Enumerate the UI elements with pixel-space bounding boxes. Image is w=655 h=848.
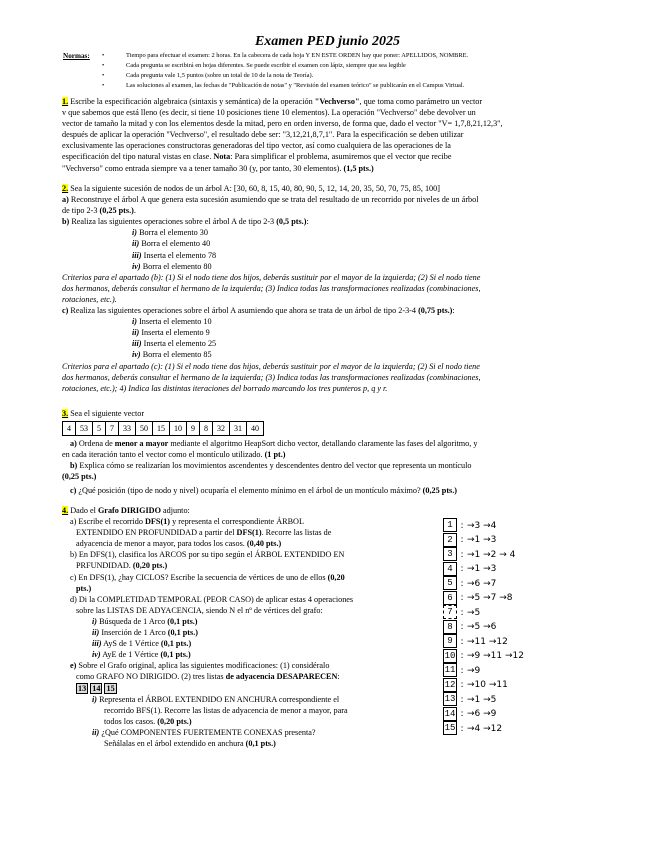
colon: : (460, 680, 464, 690)
q4-emph: Grafo DIRIGIDO (97, 506, 161, 515)
removed-node (90, 683, 102, 694)
q1-points: (1,5 pts.) (343, 163, 374, 173)
q4-text: c) En DFS(1), ¿hay CICLOS? Escribe la secuencia de vértices de uno de ellos (70, 572, 328, 582)
q2-line (62, 183, 585, 194)
colon: : (460, 535, 464, 545)
q4-points: (0,1 pts.) (245, 738, 276, 748)
q4-line (62, 738, 442, 749)
q1-line (62, 151, 585, 162)
q4-points: pts.) (76, 583, 92, 593)
node-label: 12 (444, 679, 456, 690)
node-label: 15 (444, 723, 456, 733)
q3-line (62, 485, 585, 496)
q3-line (62, 460, 585, 471)
q2-criteria: rotaciones, etc.). (62, 294, 117, 304)
colon: : (460, 578, 464, 589)
q4-line (62, 727, 442, 738)
op-text: Borra el elemento 40 (139, 239, 211, 249)
op-points: (0,1 pts.) (160, 639, 192, 649)
adjacency-list: →6 →9 (467, 709, 497, 719)
q4-line: sobre las LISTAS DE ADYACENCIA, siendo N el nº de vértices del grafo: (76, 605, 323, 615)
colon: : (460, 723, 464, 734)
q2-number: 2. (62, 184, 69, 193)
q1-text: , que toma como parámetro un vector (359, 97, 483, 106)
node-label: 14 (444, 708, 456, 719)
op-text: Inserta el elemento 25 (141, 339, 217, 349)
node-label: 2 (443, 533, 457, 547)
q2-op (62, 316, 585, 327)
op-text: Inserta el elemento 78 (141, 250, 217, 260)
adjacency-row (443, 692, 593, 707)
vector-cell: 10 (170, 422, 187, 436)
q4-text: todos los casos. (104, 716, 158, 726)
q4-text: Señálalas en el árbol extendido en anchura (104, 738, 246, 748)
op-num: ii) (132, 328, 140, 338)
vector-cell: 53 (76, 422, 93, 436)
q4-points: (0,20 pts.) (157, 716, 192, 726)
q4-line (62, 505, 442, 516)
q2-op (62, 349, 585, 360)
adjacency-list: →4 →12 (467, 723, 503, 734)
node-label: 6 (443, 591, 457, 605)
op-points: (0,1 pts.) (160, 650, 191, 660)
colon: : (460, 564, 464, 574)
removed-node-label: 15 (106, 683, 115, 693)
q3-text: Explica cómo se realizarían los movimientos ascendentes y descendentes dentro del vector que representa un montículo (77, 461, 472, 471)
question-1 (62, 96, 585, 174)
op-text: Búsqueda de 1 Arco (97, 616, 168, 626)
op-text: Borra el elemento 85 (140, 350, 212, 360)
q4-text: Representa el ÁRBOL EXTENDIDO EN ANCHURA correspondiente el (97, 694, 340, 704)
vector-cell: 40 (247, 422, 264, 436)
adjacency-list: →9 (467, 665, 481, 676)
q1-line: vector de tamaño la mitad y con los elementos desde la mitad, pero en orden inverso, de forma que, dado el vector "V= 1,7,8,21,12,3", (62, 119, 503, 129)
op-num: i) (92, 616, 98, 626)
q4-text: PRFUNDIDAD. (76, 561, 133, 571)
op-text: AyE de 1 Vértice (100, 650, 161, 660)
node-label: 5 (443, 576, 457, 590)
op-num: ii) (92, 628, 100, 638)
q4-text: y representa el correspondiente ÁRBOL (170, 517, 304, 527)
q2-op (62, 238, 585, 249)
colon: : (460, 607, 464, 618)
q3-b-label: b) (70, 461, 78, 471)
node-label: 9 (443, 634, 457, 648)
q4-op (62, 627, 442, 638)
op-num: iv) (92, 650, 101, 660)
adjacency-list: →1 →5 (467, 694, 497, 705)
node-label: 8 (443, 620, 457, 634)
q2-text: : (452, 306, 455, 316)
q2-text: Reconstruye el árbol A que genera esta sucesión asumiendo que se trata del resultado de un recorrido por niveles de un árbol (68, 195, 479, 205)
q2-criteria: dos hermanos, deberás consultar el hermano de la izquierda; (3) Indica todas las transformaciones realizadas (combinaciones, (62, 283, 481, 293)
q2-c-label: c) (62, 306, 69, 316)
q3-number: 3. (62, 409, 69, 418)
q4-op (62, 649, 442, 660)
q3-text: mediante el algoritmo HeapSort dicho vector, detallando claramente las fases del algoritmo, y (168, 439, 478, 448)
q3-intro: Sea el siguiente vector (68, 409, 145, 418)
q4-line: b) En DFS(1), clasifica los ARCOS por su tipo según el ÁRBOL EXTENDIDO EN (70, 550, 345, 560)
vector-cell: 50 (136, 422, 153, 436)
colon: : (460, 520, 464, 531)
q4-line (62, 560, 442, 571)
vector-cell: 32 (213, 422, 230, 436)
q2-a-label: a) (62, 195, 69, 205)
removed-node-label: 13 (78, 683, 87, 693)
adjacency-row (443, 547, 593, 562)
adjacency-row (443, 605, 593, 620)
question-4 (62, 505, 442, 749)
q4-line (62, 572, 442, 583)
colon: : (460, 709, 464, 719)
op-num: i) (132, 317, 138, 327)
q3-text: ¿Qué posición (tipo de nodo y nivel) ocuparía el elemento mínimo en el árbol de un montículo máximo? (76, 486, 423, 496)
rules-label: Normas: (63, 52, 90, 60)
q3-text: Ordena de (76, 439, 115, 448)
q2-b-label: b) (62, 217, 70, 227)
q4-text: adjunto: (160, 506, 190, 515)
q1-number: 1. (62, 97, 69, 106)
q3-a-label: a) (70, 439, 77, 448)
q4-op (62, 638, 442, 649)
q4-line: d) Di la COMPLETIDAD TEMPORAL (PEOR CASO) de aplicar estas 4 operaciones (70, 594, 354, 604)
q4-number: 4. (62, 506, 69, 515)
q2-op (62, 327, 585, 338)
q4-e-label: e) (70, 661, 77, 671)
question-3-heading (62, 408, 585, 419)
vector-cell: 9 (187, 422, 200, 436)
q4-line (62, 694, 442, 705)
q2-points: (0,75 pts.) (418, 306, 453, 316)
q4-emph: DFS(1) (145, 517, 171, 527)
q2-text: . (133, 206, 136, 216)
adjacency-list: →5 (467, 607, 481, 618)
exam-title: Examen PED junio 2025 (254, 34, 401, 49)
adjacency-list: →5 →6 (467, 622, 497, 632)
adjacency-row (443, 678, 593, 693)
node-label: 3 (443, 547, 457, 561)
q1-op: "Vechverso" (314, 97, 360, 106)
q4-line (62, 516, 442, 527)
q3-text: en cada iteración tanto el vector como el montículo utilizado. (62, 450, 265, 460)
q2-line (62, 205, 585, 216)
q2-criteria: rotaciones, etc.); 4) Indica las distintas iteraciones del borrado marcando los tres punteros p, q y r. (62, 383, 388, 393)
q1-text: especificación del tipo natural vistas en clase. (62, 152, 214, 162)
q1-text: Escribe la especificación algebraica (sintaxis y semántica) de la operación (68, 97, 315, 106)
q2-text: Realiza las siguientes operaciones sobre el árbol A asumiendo que ahora se trata de un árbol de tipo 2-3-4 (68, 306, 419, 316)
adjacency-list: →5 →7 →8 (467, 593, 513, 603)
node-label: 4 (443, 562, 457, 576)
adjacency-row (443, 591, 593, 606)
colon: : (460, 665, 464, 676)
adjacency-row (443, 721, 593, 736)
op-points: (0,1 pts.) (167, 628, 198, 638)
q3-points: (0,25 pts.) (422, 486, 458, 496)
rule-item: • Tiempo para efectuar el examen: 2 horas. En la cabecera de cada hoja Y EN ESTE ORDEN hay que poner: APELLIDOS, NOMBRE. (102, 51, 622, 61)
adjacency-list: →1 →3 (467, 564, 497, 574)
op-num: iii) (92, 639, 102, 649)
q4-removed-lists (62, 683, 442, 694)
adjacency-list: →1 →3 (467, 535, 497, 545)
q4-line (62, 716, 442, 727)
q4-text: como GRAFO NO DIRIGIDO. (2) tres listas (76, 672, 226, 682)
q4-emph: de adyacencia DESAPARECEN (225, 672, 338, 682)
q3-c-label: c) (70, 486, 77, 496)
op-num: iv) (132, 350, 141, 360)
q1-line: después de aplicar la operación "Vechverso", el resultado debe ser: "3,12,21,8,7,1". Para la especificación se deben utilizar (62, 130, 464, 140)
colon: : (460, 636, 464, 647)
q2-criteria: dos hermanos, deberás consultar el hermano de la izquierda; (3) Indica todas las transformaciones realizadas (combinaciones, (62, 372, 481, 382)
op-text: Inserción de 1 Arco (99, 628, 168, 638)
op-text: AyS de 1 Vértice (101, 639, 161, 649)
q4-text: Dado el (68, 506, 98, 515)
vector-cell: 33 (119, 422, 136, 436)
q2-criteria: Criterios para el apartado (c): (1) Si el nodo tiene dos hijos, deberás sustituir por el mayor de la izquierda; (2) Si el nodo tiene (62, 361, 480, 371)
q4-line (62, 671, 442, 682)
question-2 (62, 183, 585, 394)
adjacency-row (443, 663, 593, 678)
q4-text: EXTENDIDO EN PROFUNDIDAD a partir del (76, 528, 237, 538)
q3-line (62, 471, 585, 482)
q1-text: "Vechverso" como entrada siempre va a tener tamaño 30 (y, por tanto, 30 elementos). (62, 163, 344, 173)
q3-vector (62, 421, 264, 436)
op-text: Inserta el elemento 9 (139, 328, 210, 338)
adjacency-list: →9 →11 →12 (467, 651, 524, 661)
q4-text: adyacencia de menor a mayor, para todos los casos. (76, 539, 247, 549)
colon: : (460, 622, 464, 632)
node-label: 10 (444, 650, 456, 661)
op-text: Borra el elemento 30 (137, 228, 208, 238)
vector-cell: 15 (153, 422, 170, 436)
op-text: Borra el elemento 80 (140, 261, 212, 271)
op-num: i) (132, 228, 138, 238)
vector-cell: 31 (230, 422, 247, 436)
q2-points: (0,5 pts.) (276, 217, 307, 227)
q4-points: (0,20 pts.) (132, 561, 168, 571)
op-num: iii) (132, 339, 142, 349)
q4-text: Sobre el Grafo original, aplica las siguientes modificaciones: (1) considéralo (76, 661, 330, 671)
vector-cell: 4 (63, 422, 76, 436)
vector-cell: 5 (93, 422, 106, 436)
q2-points: (0,25 pts.) (99, 206, 134, 216)
removed-node-label: 14 (92, 683, 101, 693)
q1-line (62, 163, 585, 174)
q1-line: exclusivamente las operaciones constructoras generadoras del tipo vector, así como cualquiera de las operaciones de la (62, 141, 451, 151)
colon: : (460, 651, 464, 661)
q2-line (62, 216, 585, 227)
q2-intro: Sea la siguiente sucesión de nodos de un árbol A: [30, 60, 8, 15, 40, 80, 90, 5, 12, 14, 20, 35, 50, 70, 75, 85, 100] (68, 184, 440, 193)
q3-line (62, 438, 585, 449)
removed-node (104, 683, 116, 694)
q1-line (62, 96, 585, 107)
rules-list (102, 51, 622, 91)
adjacency-row (443, 533, 593, 548)
node-label: 7 (443, 605, 457, 619)
q4-line (62, 527, 442, 538)
adjacency-row (443, 620, 593, 635)
colon: : (460, 549, 464, 560)
rule-item: • Las soluciones al examen, las fechas de "Publicación de notas" y "Revisión del examen teórico" se publicarán en el Campus Virtual. (102, 81, 622, 91)
node-label: 13 (444, 694, 456, 704)
adjacency-row (443, 634, 593, 649)
q4-points: (0,20 (327, 572, 345, 582)
q4-text: ¿Qué COMPONENTES FUERTEMENTE CONEXAS presenta? (99, 727, 316, 737)
adjacency-list: →1 →2 → 4 (467, 549, 516, 560)
removed-node (76, 683, 88, 694)
q4-emph: DFS(1) (236, 528, 262, 538)
q1-text: : Para simplificar el problema, asumiremos que el vector que recibe (230, 152, 452, 162)
q4-text: . Recorre las listas de (261, 528, 332, 538)
q3-points: (1 pt.) (264, 450, 286, 460)
rule-item: • Cada pregunta se escribirá en hojas diferentes. Se puede escribir el examen con lápiz, siempre que sea legible (102, 61, 622, 71)
question-3 (62, 438, 585, 496)
q2-criteria: Criterios para el apartado (b): (1) Si el nodo tiene dos hijos, deberás sustituir por el mayor de la izquierda; (2) Si el nodo tiene (62, 272, 481, 282)
adjacency-row (443, 518, 593, 533)
q1-nota: Nota (213, 152, 231, 162)
adjacency-row (443, 562, 593, 577)
rule-item: • Cada pregunta vale 1,5 puntos (sobre un total de 10 de la nota de Teoría). (102, 71, 622, 81)
q2-op (62, 227, 585, 238)
op-num: iv) (132, 261, 141, 271)
q4-line (62, 538, 442, 549)
q4-text: a) Escribe el recorrido (70, 517, 146, 527)
adjacency-list: →11 →12 (467, 636, 508, 647)
op-num: i) (92, 694, 98, 704)
op-num: iii) (132, 250, 142, 260)
op-num: ii) (132, 239, 140, 249)
q3-line (62, 449, 585, 460)
q4-line: recorrido BFS(1). Recorre las listas de adyacencia de menor a mayor, para (104, 705, 348, 715)
q2-text: Realiza las siguientes operaciones sobre el árbol A de tipo 2-3 (69, 217, 277, 227)
q4-line (62, 583, 442, 594)
q1-line: v que sabemos que está lleno (es decir, si tiene 10 posiciones tiene 10 elementos). La operación "Vechverso" debe devolver un (62, 108, 476, 118)
q4-line (62, 660, 442, 671)
node-label: 11 (444, 665, 456, 675)
adjacency-row (443, 576, 593, 591)
vector-cell: 8 (200, 422, 213, 436)
colon: : (460, 694, 464, 705)
vector-cell: 7 (106, 422, 119, 436)
q3-points: (0,25 pts.) (62, 472, 97, 482)
colon: : (460, 593, 464, 603)
q2-line (62, 194, 585, 205)
node-label: 1 (443, 518, 457, 532)
q2-op (62, 261, 585, 272)
adjacency-row (443, 649, 593, 664)
op-text: Inserta el elemento 10 (137, 317, 212, 327)
adjacency-list: →10 →11 (467, 680, 508, 690)
q2-op (62, 338, 585, 349)
adjacency-lists (443, 518, 593, 736)
op-num: ii) (92, 727, 100, 737)
q2-text: de tipo 2-3 (62, 206, 100, 216)
op-points: (0,1 pts.) (167, 616, 198, 626)
q4-text: : (337, 672, 340, 682)
q4-op (62, 616, 442, 627)
adjacency-list: →3 →4 (467, 520, 497, 531)
q4-points: (0,40 pts.) (246, 539, 282, 549)
q3-emph: menor a mayor (114, 439, 169, 448)
adjacency-row (443, 707, 593, 722)
q2-text: : (306, 217, 309, 227)
q2-op (62, 250, 585, 261)
adjacency-list: →6 →7 (467, 578, 497, 589)
q2-line (62, 305, 585, 316)
